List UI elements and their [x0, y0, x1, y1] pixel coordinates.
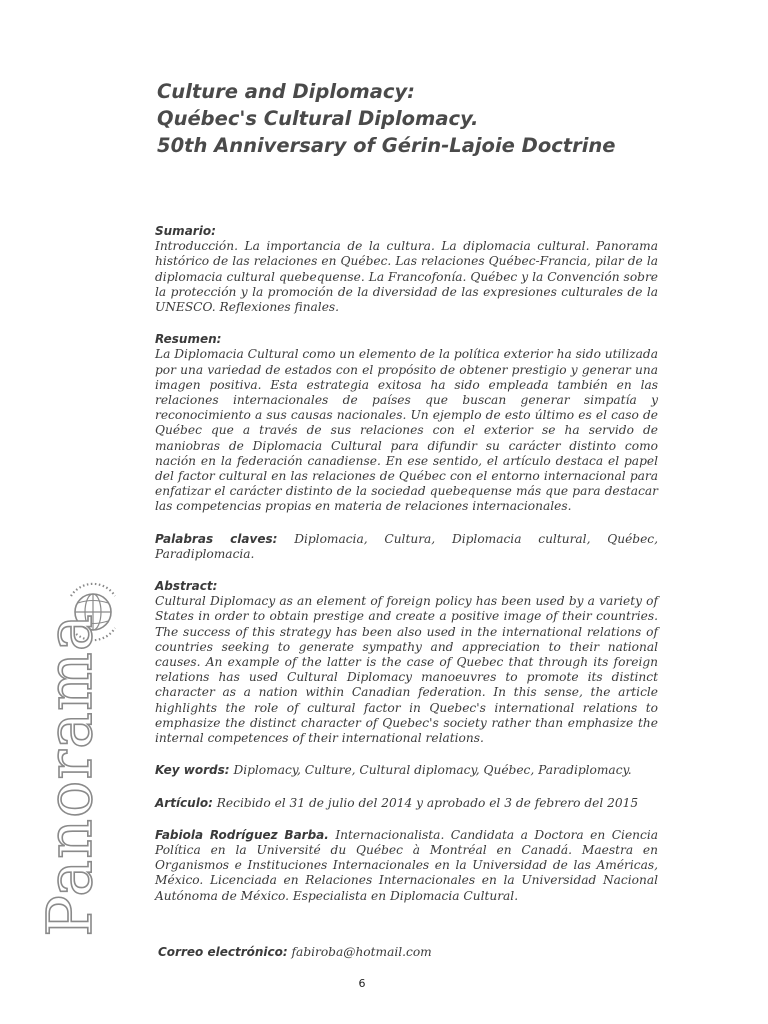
- palabras-claves-text: Diplomacia, Cultura, Diplomacia cultural, Québec, Paradiplomacia.: [155, 531, 658, 561]
- sumario-section: [155, 224, 658, 315]
- key-words-text: Diplomacy, Culture, Cultural diplomacy, Québec, Paradiplomacy.: [233, 763, 632, 778]
- articulo-section: [155, 796, 658, 811]
- sumario-heading: Sumario:: [155, 224, 216, 238]
- sumario-text: Introducción. La importancia de la cultura. La diplomacia cultural. Panorama histórico de las relaciones en Québec. Las relaciones Québec-Francia, pilar de la diplomacia cultural quebequense. La Francofonía. Québec y la Convención sobre la protección y la promoción de la diversidad de las expresiones culturales de la UNESCO. Reflexiones finales.: [155, 239, 658, 315]
- email-label: Correo electrónico:: [158, 945, 288, 959]
- palabras-claves-section: [155, 532, 658, 562]
- title-line-2: Québec's Cultural Diplomacy.: [157, 107, 479, 130]
- key-words-label: Key words:: [155, 763, 230, 778]
- resumen-heading: Resumen:: [155, 332, 222, 347]
- abstract-heading: Abstract:: [155, 579, 218, 594]
- email-line: [158, 945, 432, 959]
- author-bio: Internacionalista. Candidata a Doctora en Ciencia Política en la Université du Québec à Montréal en Canadá. Maestra en Organismos e Instituciones Internacionales en la Universidad de las Américas, México. Licenciada en Relaciones Internacionales en la Universidad Nacional Autónoma de México. Especialista en Diplomacia Cultural.: [155, 827, 659, 903]
- article-title: [157, 78, 717, 159]
- page-number: 6: [358, 977, 366, 990]
- title-line-3: 50th Anniversary of Gérin-Lajoie Doctrine: [157, 134, 616, 157]
- abstract-section: [155, 579, 658, 746]
- article-body: [155, 224, 658, 921]
- key-words-section: [155, 763, 658, 778]
- journal-wordmark: Panorama: [33, 613, 106, 937]
- resumen-section: [155, 332, 658, 514]
- resumen-text: La Diplomacia Cultural como un elemento de la política exterior ha sido utilizada por una variedad de estados con el propósito de obtener prestigio y generar una imagen positiva. Esta estrategia exitosa ha sido empleada también en las relaciones internacionales de países que buscan generar simpatía y reconocimiento a sus causas nacionales. Un ejemplo de esto último es el caso de Québec que a través de sus relaciones con el exterior se ha servido de maniobras de Diplomacia Cultural para difundir su carácter distinto como nación en la federación canadiense. En ese sentido, el artículo destaca el papel del factor cultural en las relaciones de Québec con el entorno internacional para enfatizar el carácter distinto de la sociedad quebequense más que para destacar las competencias propias en materia de relaciones internacionales.: [155, 347, 658, 514]
- email-value: fabiroba@hotmail.com: [291, 945, 432, 959]
- author-section: [155, 828, 658, 904]
- title-line-1: Culture and Diplomacy:: [157, 80, 415, 103]
- author-name: Fabiola Rodríguez Barba.: [155, 827, 329, 842]
- palabras-claves-label: Palabras claves:: [155, 531, 278, 546]
- articulo-label: Artículo:: [155, 795, 213, 810]
- abstract-text: Cultural Diplomacy as an element of foreign policy has been used by a variety of States in order to obtain prestige and create a positive image of their countries. The success of this strategy has been also used in the international relations of countries seeking to generate sympathy and appreciation to their national causes. An example of the latter is the case of Quebec that through its foreign relations has used Cultural Diplomacy manoeuvres to promote its distinct character as a nation within Canadian federation. In this sense, the article highlights the role of cultural factor in Quebec's international relations to emphasize the distinct character of Quebec's society rather than emphasize the internal competences of their international relations.: [155, 594, 658, 746]
- articulo-text: Recibido el 31 de julio del 2014 y aprobado el 3 de febrero del 2015: [216, 795, 639, 810]
